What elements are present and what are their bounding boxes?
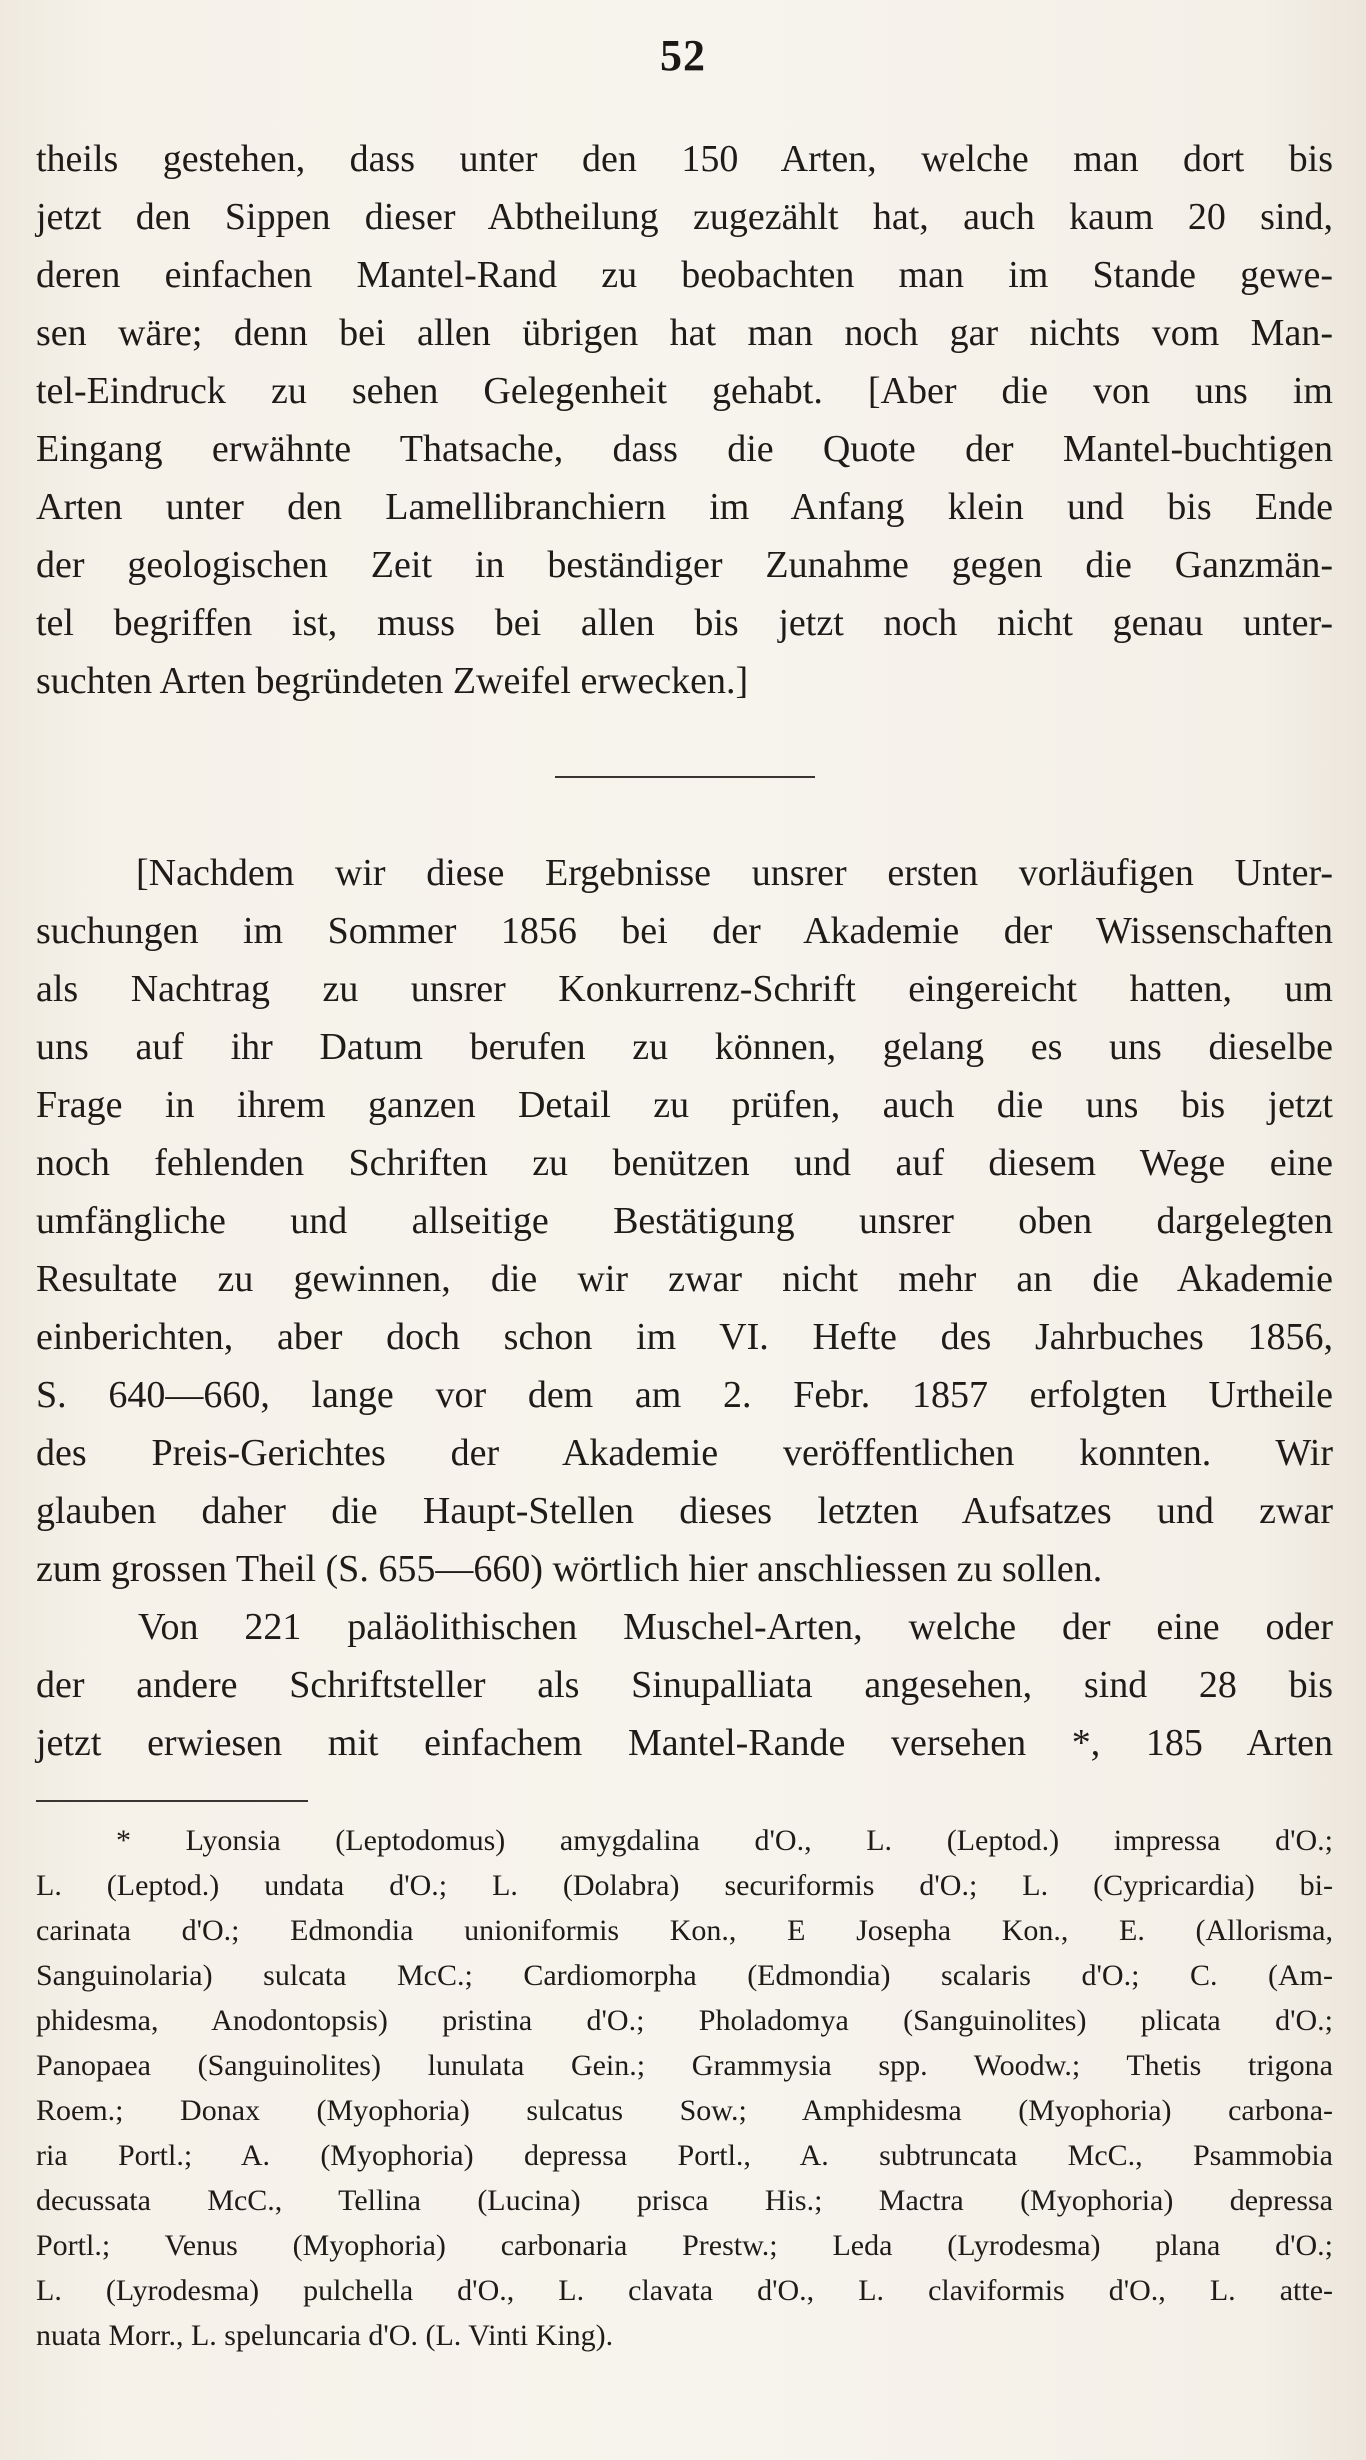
footnote-line: L. (Leptod.) undata d'O.; L. (Dolabra) securiformis d'O.; L. (Cypricardia) bi- [36, 1869, 1333, 1902]
footnote-line: L. (Lyrodesma) pulchella d'O., L. clavata d'O., L. claviformis d'O., L. atte- [36, 2274, 1333, 2307]
footnote-line: ria Portl.; A. (Myophoria) depressa Portl., A. subtruncata McC., Psammobia [36, 2139, 1333, 2172]
text-line: suchten Arten begründeten Zweifel erwecken.] [36, 660, 749, 702]
text-line: S. 640—660, lange vor dem am 2. Febr. 1857 erfolgten Urtheile [36, 1374, 1333, 1416]
text-line: Eingang erwähnte Thatsache, dass die Quote der Mantel-buchtigen [36, 428, 1333, 470]
text-line: jetzt erwiesen mit einfachem Mantel-Rande versehen *, 185 Arten [36, 1722, 1333, 1764]
footnote-line: phidesma, Anodontopsis) pristina d'O.; Pholadomya (Sanguinolites) plicata d'O.; [36, 2004, 1333, 2037]
text-line: der andere Schriftsteller als Sinupalliata angesehen, sind 28 bis [36, 1664, 1333, 1706]
footnote-line: nuata Morr., L. speluncaria d'O. (L. Vinti King). [36, 2319, 614, 2352]
paragraph-main [36, 844, 1333, 1772]
text-line: sen wäre; denn bei allen übrigen hat man noch gar nichts vom Man- [36, 312, 1333, 354]
text-line: suchungen im Sommer 1856 bei der Akademie der Wissenschaften [36, 910, 1333, 952]
page-number: 52 [660, 31, 706, 80]
text-line: deren einfachen Mantel-Rand zu beobachten man im Stande gewe- [36, 254, 1333, 296]
text-line: Resultate zu gewinnen, die wir zwar nicht mehr an die Akademie [36, 1258, 1333, 1300]
text-line: einberichten, aber doch schon im VI. Hefte des Jahrbuches 1856, [36, 1316, 1333, 1358]
footnote-line: carinata d'O.; Edmondia unioniformis Kon., E Josepha Kon., E. (Allorisma, [36, 1914, 1333, 1947]
footnote-line: Portl.; Venus (Myophoria) carbonaria Prestw.; Leda (Lyrodesma) plana d'O.; [36, 2229, 1333, 2262]
text-line: Von 221 paläolithischen Muschel-Arten, welche der eine oder [138, 1606, 1333, 1648]
text-line: des Preis-Gerichtes der Akademie veröffentlichen konnten. Wir [36, 1432, 1333, 1474]
text-line: zum grossen Theil (S. 655—660) wörtlich hier anschliessen zu sollen. [36, 1548, 1103, 1590]
text-line: als Nachtrag zu unsrer Konkurrenz-Schrift eingereicht hatten, um [36, 968, 1333, 1010]
paragraph-intro [36, 130, 1333, 710]
text-line: theils gestehen, dass unter den 150 Arten, welche man dort bis [36, 138, 1333, 180]
footnote-divider [36, 1800, 308, 1802]
text-line: noch fehlenden Schriften zu benützen und auf diesem Wege eine [36, 1142, 1333, 1184]
section-divider [555, 776, 815, 778]
text-line: Frage in ihrem ganzen Detail zu prüfen, auch die uns bis jetzt [36, 1084, 1333, 1126]
text-line: uns auf ihr Datum berufen zu können, gelang es uns dieselbe [36, 1026, 1333, 1068]
footnote-line: Sanguinolaria) sulcata McC.; Cardiomorpha (Edmondia) scalaris d'O.; C. (Am- [36, 1959, 1333, 1992]
text-line: Arten unter den Lamellibranchiern im Anfang klein und bis Ende [36, 486, 1333, 528]
footnote-line: decussata McC., Tellina (Lucina) prisca His.; Mactra (Myophoria) depressa [36, 2184, 1333, 2217]
text-line: [Nachdem wir diese Ergebnisse unsrer ersten vorläufigen Unter- [136, 852, 1333, 894]
text-line: tel begriffen ist, muss bei allen bis jetzt noch nicht genau unter- [36, 602, 1333, 644]
text-line: jetzt den Sippen dieser Abtheilung zugezählt hat, auch kaum 20 sind, [36, 196, 1333, 238]
footnote-line: Roem.; Donax (Myophoria) sulcatus Sow.; Amphidesma (Myophoria) carbona- [36, 2094, 1333, 2127]
text-line: glauben daher die Haupt-Stellen dieses letzten Aufsatzes und zwar [36, 1490, 1333, 1532]
footnote-line: Panopaea (Sanguinolites) lunulata Gein.; Grammysia spp. Woodw.; Thetis trigona [36, 2049, 1333, 2082]
text-line: umfängliche und allseitige Bestätigung unsrer oben dargelegten [36, 1200, 1333, 1242]
footnote-line: * Lyonsia (Leptodomus) amygdalina d'O., L. (Leptod.) impressa d'O.; [116, 1824, 1333, 1857]
text-line: der geologischen Zeit in beständiger Zunahme gegen die Ganzmän- [36, 544, 1333, 586]
footnote-block [36, 1818, 1333, 2358]
text-line: tel-Eindruck zu sehen Gelegenheit gehabt. [Aber die von uns im [36, 370, 1333, 412]
